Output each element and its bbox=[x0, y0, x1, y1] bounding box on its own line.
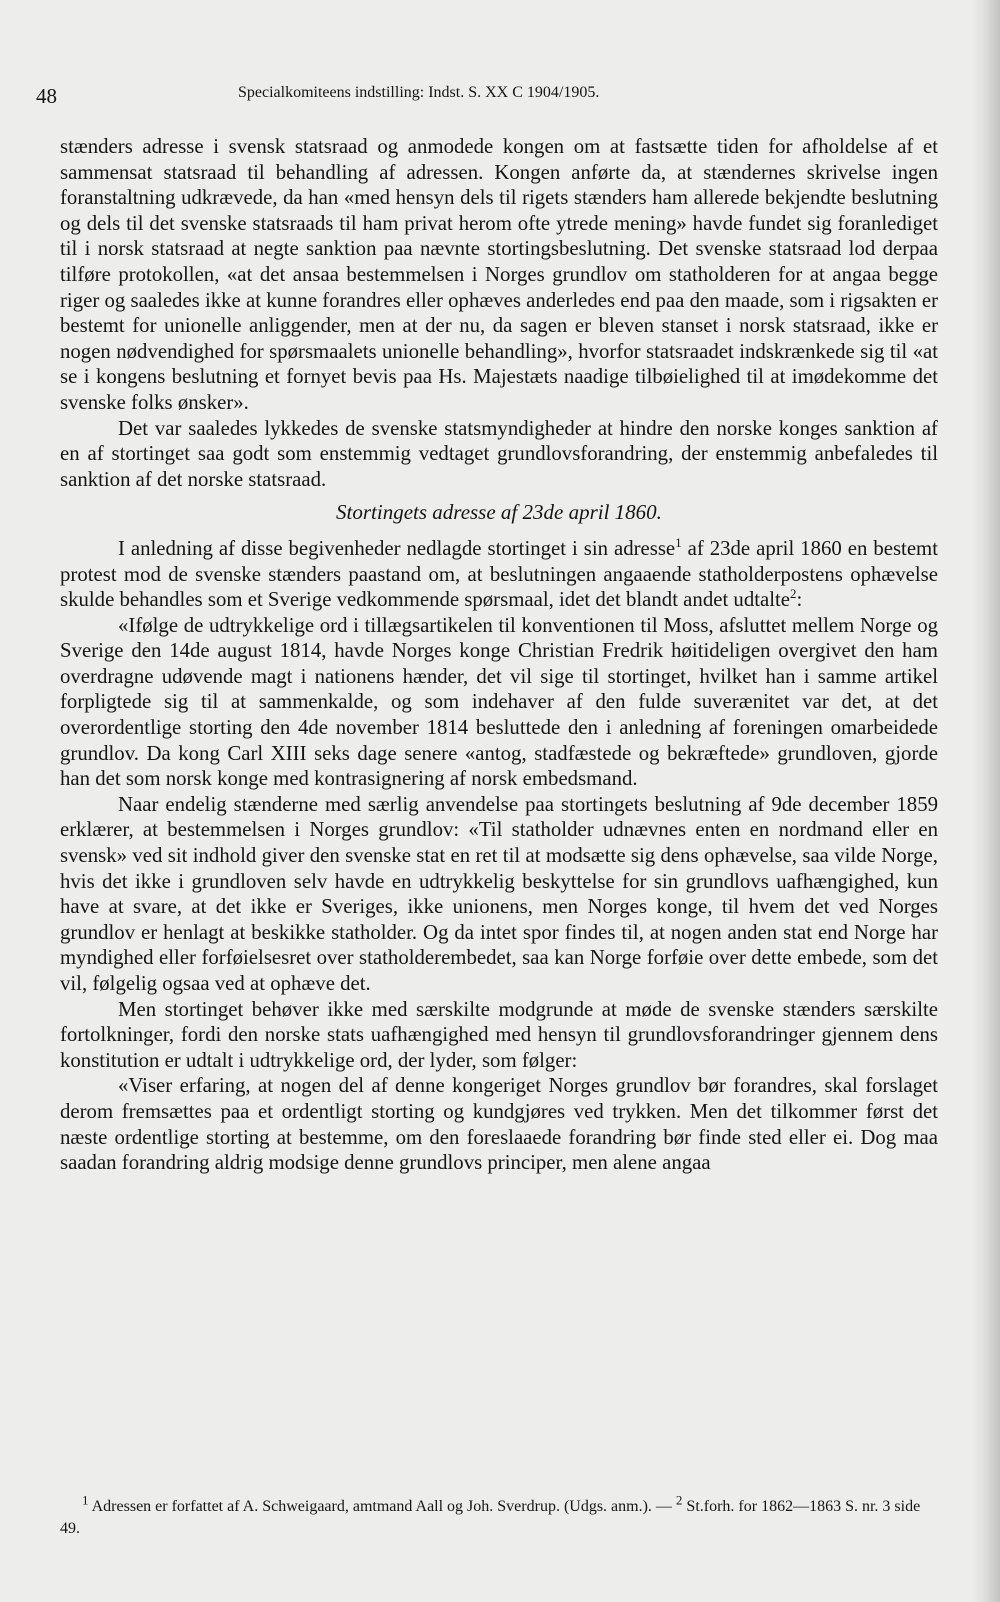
footnote-1-text: Adressen er forfattet af A. Schweigaard, amtmand Aall og Joh. Sverdrup. (Udgs. anm.). — bbox=[91, 1498, 672, 1515]
footnote-2-mark: 2 bbox=[675, 1492, 683, 1508]
paragraph-3-part-c: : bbox=[796, 588, 803, 612]
section-heading: Stortingets adresse af 23de april 1860. bbox=[336, 500, 662, 525]
footnote-1-mark: 1 bbox=[82, 1492, 89, 1508]
paragraph-1: stænders adresse i svensk statsraad og anmodede kongen om at fastsætte tiden for afholdelse af et sammensat statsraad til behandling af adressen. Kongen anførte da, at stændernes skrivelse ingen foranstaltning udkrævede, da han «med hensyn dels til rigets stænders ham allerede bekjendte beslutning og dels til det svenske statsraads til ham privat herom ofte ytrede mening» havde fundet sig foranlediget til i norsk statsraad at negte sanktion paa nævnte stortingsbeslutning. Det svenske statsraad lod derpaa tilføre protokollen, «at det ansaa bestemmelsen i Norges grundlov om statholderen for at angaa begge riger og saaledes ikke at kunne forandres eller ophæves anderledes end paa den maade, som i rigsakten er bestemt for unionelle anliggender, men at der nu, da sagen er bleven stanset i norsk statsraad, ikke er nogen nødvendighed for spørsmaalets unionelle behandling», hvorfor statsraadet indskrænkede sig til «at se i kongens beslutning et fornyet bevis paa Hs. Majestæts naadige tilbøielighed til at imødekomme det svenske folks ønsker». bbox=[60, 135, 938, 414]
paragraph-4-quote: «Ifølge de udtrykkelige ord i tillægsartikelen til konventionen til Moss, afsluttet mellem Norge og Sverige den 14de august 1814, havde Norges konge Christian Fredrik høitideligen overgivet den ham overdragne udøvende magt i nationens hænder, det vil sige til stortinget, hvilket han i samme artikel forpligtede sig til at sammenkalde, og som indehaver af den fulde suverænitet var det, at det overordentlige storting den 4de november 1814 besluttede den i anledning af foreningen omarbeidede grundlov. Da kong Carl XIII seks dage senere «antog, stadfæstede og bekræftede» grundloven, gjorde han det som norsk konge med kontrasignering af norsk embedsmand. bbox=[60, 613, 938, 791]
scan-edge-shadow bbox=[972, 0, 1000, 1602]
paragraph-3-part-a: I anledning af disse begivenheder nedlagde stortinget i sin adresse bbox=[118, 536, 676, 560]
footnote-ref-2: 2 bbox=[790, 586, 797, 602]
paragraph-7-quote: «Viser erfaring, at nogen del af denne kongeriget Norges grundlov bør forandres, skal forslaget derom fremsættes paa et ordentligt storting og kundgjøres ved trykken. Men det tilkommer først det næste ordentlige storting at bestemme, om den foreslaaede forandring bør finde sted eller ei. Dog maa saadan forandring aldrig modsige denne grundlovs principer, men alene angaa bbox=[60, 1074, 938, 1175]
paragraph-3 bbox=[60, 536, 938, 613]
footnote-ref-1: 1 bbox=[675, 534, 682, 550]
page-number: 48 bbox=[36, 84, 57, 108]
paragraph-6: Men stortinget behøver ikke med særskilte modgrunde at møde de svenske stænders særskilte fortolkninger, fordi den norske stats uafhængighed med hensyn til grundlovsforandringer gjennem dens konstitution er udtalt i udtrykkelige ord, der lyder, som følger: bbox=[60, 997, 938, 1072]
footnote-line bbox=[60, 1492, 938, 1540]
footnote-2-text: St.forh. for 1862—1863 S. nr. 3 side 49. bbox=[60, 1498, 921, 1537]
paragraph-3-part-b: af 23de april 1860 en bestemt protest mod de svenske stænders paastand om, at beslutningen angaaende statholderpostens ophævelse skulde behandles som et Sverige vedkommende spørsmaal, idet det blandt andet udtalte bbox=[60, 536, 938, 612]
page-body bbox=[60, 134, 938, 1176]
paragraph-5: Naar endelig stænderne med særlig anvendelse paa stortingets beslutning af 9de december 1859 erklærer, at bestemmelsen i Norges grundlov: «Til statholder udnævnes enten en nordmand eller en svensk» ved sit indhold giver den svenske stat en ret til at modsætte sig dens ophævelse, saa vilde Norge, hvis det ikke i grundloven selv havde en udtrykkelig beskyttelse for sin grundlovs uafhængighed, kun have at svare, at det ikke er Sveriges, ikke unionens, men Norges konge, til hvem det ved Norges grundlov er henlagt at beskikke statholder. Og da intet spor findes til, at nogen anden stat end Norge har myndighed eller forføielsesret over statholderembedet, saa kan Norge forføie over dette embede, som det vil, følgelig ogsaa ved at ophæve det. bbox=[60, 792, 938, 995]
running-title: Specialkomiteens indstilling: Indst. S. XX C 1904/1905. bbox=[238, 84, 600, 101]
paragraph-2: Det var saaledes lykkedes de svenske statsmyndigheder at hindre den norske konges sanktion af en af stortinget saa godt som enstemmig vedtaget grundlovsforandring, der enstemmig anbefaledes til sanktion af det norske statsraad. bbox=[60, 416, 938, 491]
page-header bbox=[36, 78, 956, 110]
footnotes bbox=[60, 1492, 938, 1540]
